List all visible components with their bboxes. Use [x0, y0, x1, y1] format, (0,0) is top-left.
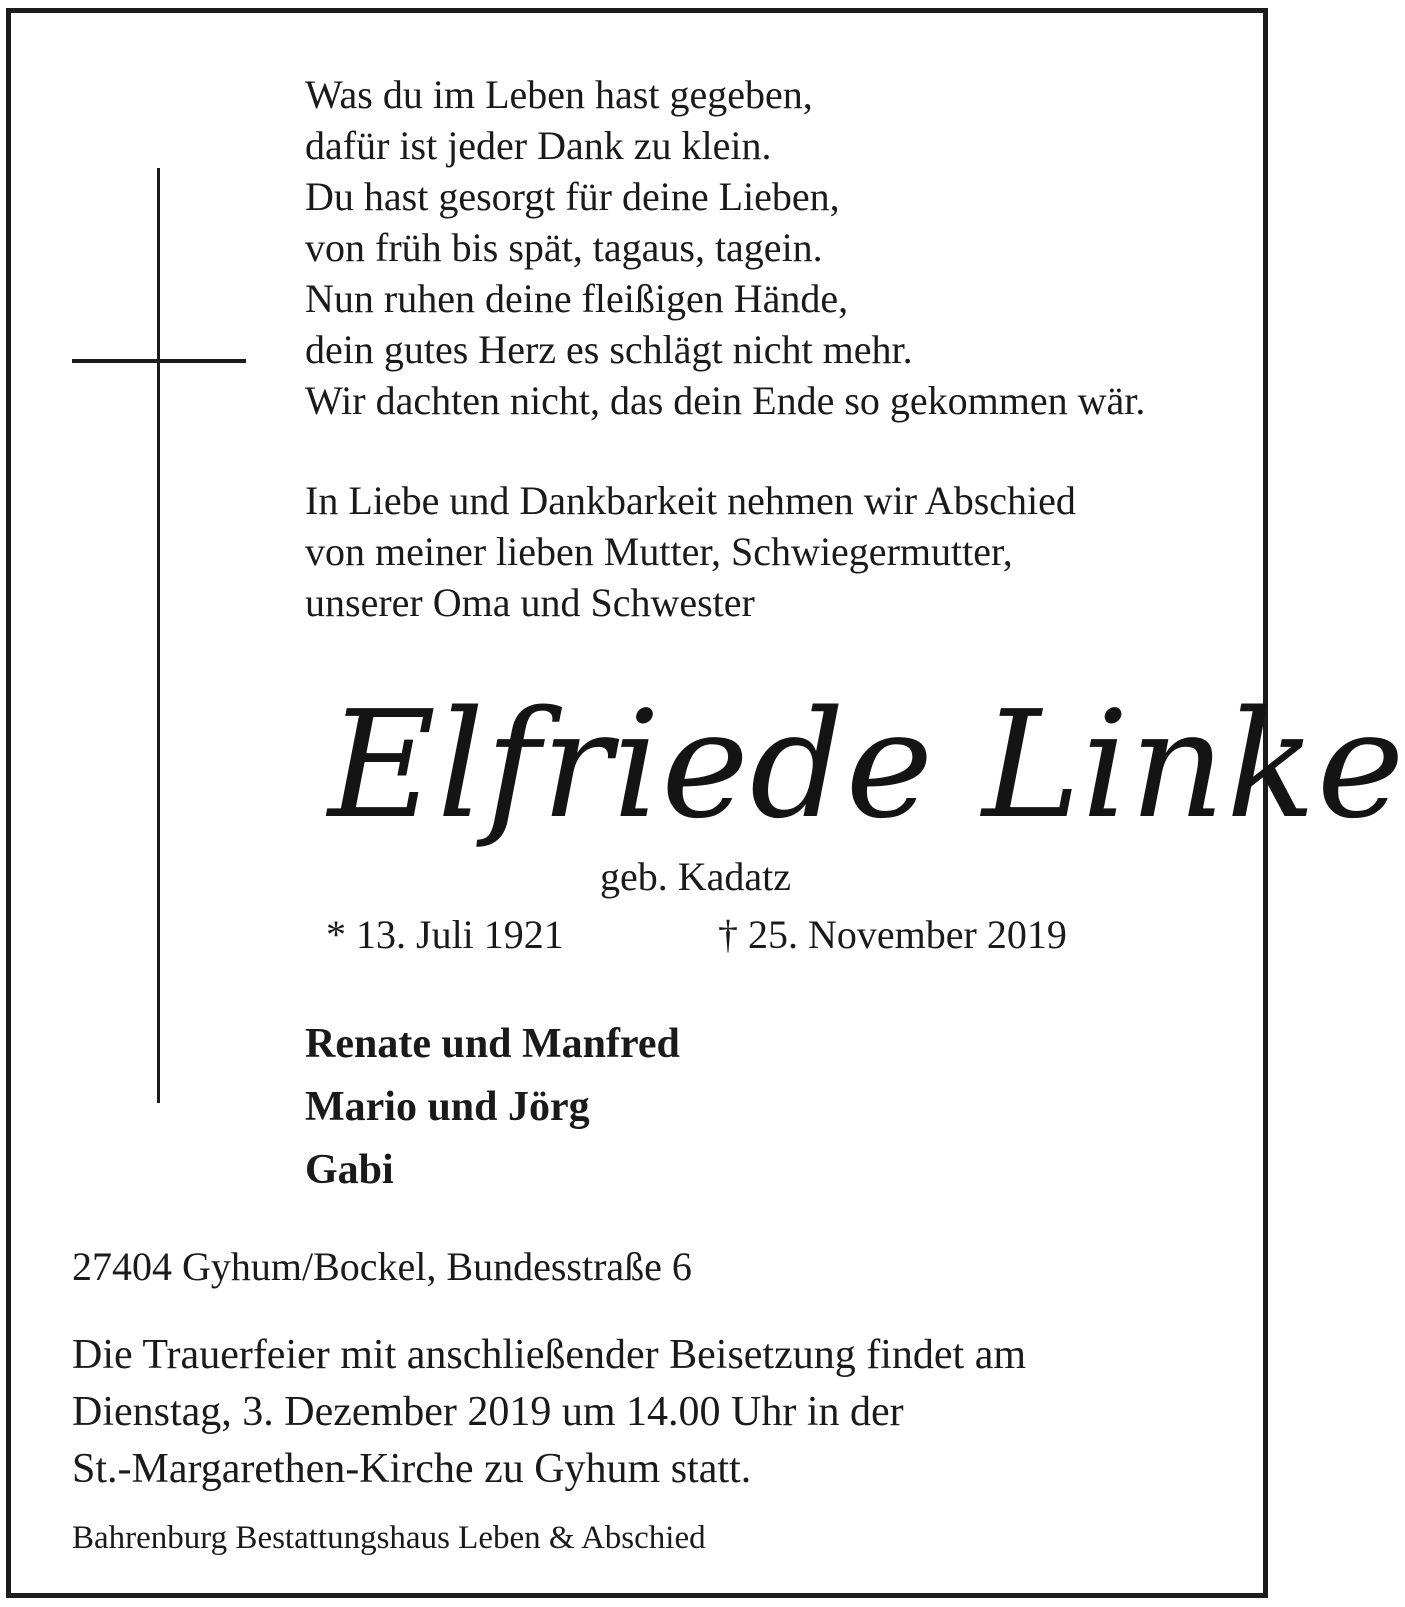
poem: [305, 69, 1145, 426]
poem-line: von früh bis spät, tagaus, tagein.: [305, 225, 823, 270]
service-line: St.-Margarethen-Kirche zu Gyhum statt.: [72, 1446, 752, 1492]
intro-line: In Liebe und Dankbarkeit nehmen wir Abschied: [305, 478, 1076, 523]
intro-line: unserer Oma und Schwester: [305, 580, 755, 625]
funeral-service-notice: [72, 1327, 1026, 1498]
service-line: Dienstag, 3. Dezember 2019 um 14.00 Uhr in der: [72, 1389, 904, 1435]
death-date: † 25. November 2019: [718, 912, 1067, 957]
mourner-name: Mario und Jörg: [305, 1084, 590, 1130]
maiden-name: geb. Kadatz: [600, 854, 792, 899]
mourner-name: Renate und Manfred: [305, 1021, 680, 1067]
mourners-address: 27404 Gyhum/Bockel, Bundesstraße 6: [72, 1244, 692, 1289]
funeral-home: Bahrenburg Bestattungshaus Leben & Abschied: [72, 1520, 706, 1556]
mourners-list: [305, 1013, 680, 1202]
poem-line: dein gutes Herz es schlägt nicht mehr.: [305, 327, 913, 372]
poem-line: Was du im Leben hast gegeben,: [305, 72, 813, 117]
mourner-name: Gabi: [305, 1147, 394, 1193]
intro-line: von meiner lieben Mutter, Schwiegermutter,: [305, 529, 1013, 574]
farewell-intro: [305, 475, 1076, 628]
cross-icon-horizontal-bar: [72, 359, 246, 363]
service-line: Die Trauerfeier mit anschließender Beisetzung findet am: [72, 1332, 1027, 1378]
poem-line: Du hast gesorgt für deine Lieben,: [305, 174, 840, 219]
poem-line: dafür ist jeder Dank zu klein.: [305, 123, 772, 168]
poem-line: Wir dachten nicht, das dein Ende so gekommen wär.: [305, 378, 1146, 423]
poem-line: Nun ruhen deine fleißigen Hände,: [305, 276, 849, 321]
birth-date: * 13. Juli 1921: [326, 912, 564, 957]
cross-icon-vertical-bar: [157, 168, 160, 1103]
deceased-name: Elfriede Linke: [328, 679, 1405, 851]
